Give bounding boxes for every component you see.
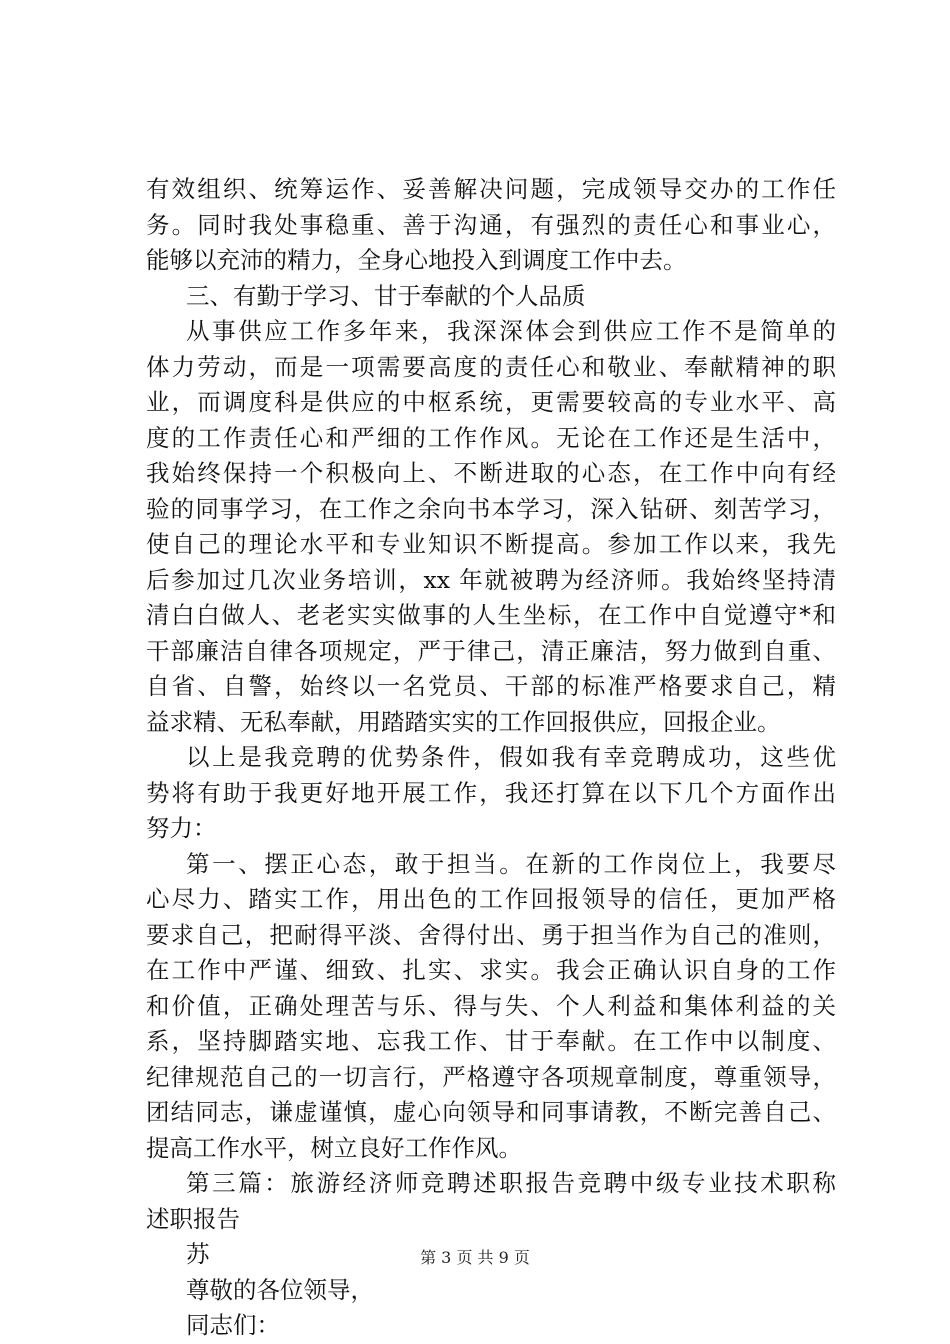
text-line: 势将有助于我更好地开展工作，我还打算在以下几个方面作出: [146, 778, 836, 807]
text-line: 有效组织、统筹运作、妥善解决问题，完成领导交办的工作任: [146, 175, 836, 203]
text-line: 自省、自警，始终以一名党员、干部的标准严格要求自己，精: [146, 672, 836, 700]
text-line: 我始终保持一个积极向上、不断进取的心态，在工作中向有经: [146, 459, 836, 487]
text-line: 从事供应工作多年来，我深深体会到供应工作不是简单的: [186, 317, 836, 345]
text-line: 第三篇：旅游经济师竞聘述职报告竞聘中级专业技术职称: [186, 1169, 836, 1197]
text-line: 度的工作责任心和严细的工作作风。无论在工作还是生活中，: [146, 423, 836, 452]
text-line: 清白白做人、老老实实做事的人生坐标，在工作中自觉遵守*和: [146, 601, 836, 629]
text-line: 苏: [186, 1240, 210, 1268]
text-line: 在工作中严谨、细致、扎实、求实。我会正确认识自身的工作: [146, 956, 836, 984]
text-line: 尊敬的各位领导，: [186, 1275, 374, 1304]
text-line: 益求精、无私奉献，用踏踏实实的工作回报供应，回报企业。: [146, 707, 781, 736]
text-line: 团结同志，谦虚谨慎，虚心向领导和同事请教，不断完善自己、: [146, 1098, 836, 1126]
text-line: 干部廉洁自律各项规定，严于律己，清正廉洁，努力做到自重、: [146, 636, 836, 665]
text-line: 务。同时我处事稳重、善于沟通，有强烈的责任心和事业心，: [146, 210, 836, 239]
text-line: 系，坚持脚踏实地、忘我工作、甘于奉献。在工作中以制度、: [146, 1027, 836, 1055]
text-line: 能够以充沛的精力，全身心地投入到调度工作中去。: [146, 246, 687, 274]
text-line: 同志们：: [186, 1311, 280, 1339]
text-line: 述职报告: [146, 1204, 240, 1233]
text-line: 业，而调度科是供应的中枢系统，更需要较高的专业水平、高: [146, 388, 836, 416]
text-line: 验的同事学习，在工作之余向书本学习，深入钻研、刻苦学习，: [146, 494, 836, 523]
text-line: 和价值，正确处理苦与乐、得与失、个人利益和集体利益的关: [146, 991, 836, 1020]
document-body: [146, 172, 836, 1344]
text-line: 后参加过几次业务培训，xx 年就被聘为经济师。我始终坚持清: [146, 565, 836, 594]
text-line: 三、有勤于学习、甘于奉献的个人品质: [186, 281, 586, 310]
page-footer: 第 3 页 共 9 页: [420, 1248, 530, 1267]
text-line: 使自己的理论水平和专业知识不断提高。参加工作以来，我先: [146, 530, 836, 558]
text-line: 心尽力、踏实工作，用出色的工作回报领导的信任，更加严格: [146, 885, 836, 913]
text-line: 纪律规范自己的一切言行，严格遵守各项规章制度，尊重领导，: [146, 1062, 836, 1091]
text-line: 努力：: [146, 814, 217, 842]
text-line: 要求自己，把耐得平淡、舍得付出、勇于担当作为自己的准则，: [146, 920, 836, 949]
text-line: 以上是我竞聘的优势条件，假如我有幸竞聘成功，这些优: [186, 743, 836, 771]
text-line: 提高工作水平，树立良好工作作风。: [146, 1133, 522, 1162]
text-line: 第一、摆正心态，敢于担当。在新的工作岗位上，我要尽: [186, 849, 836, 878]
text-line: 体力劳动，而是一项需要高度的责任心和敬业、奉献精神的职: [146, 352, 836, 381]
